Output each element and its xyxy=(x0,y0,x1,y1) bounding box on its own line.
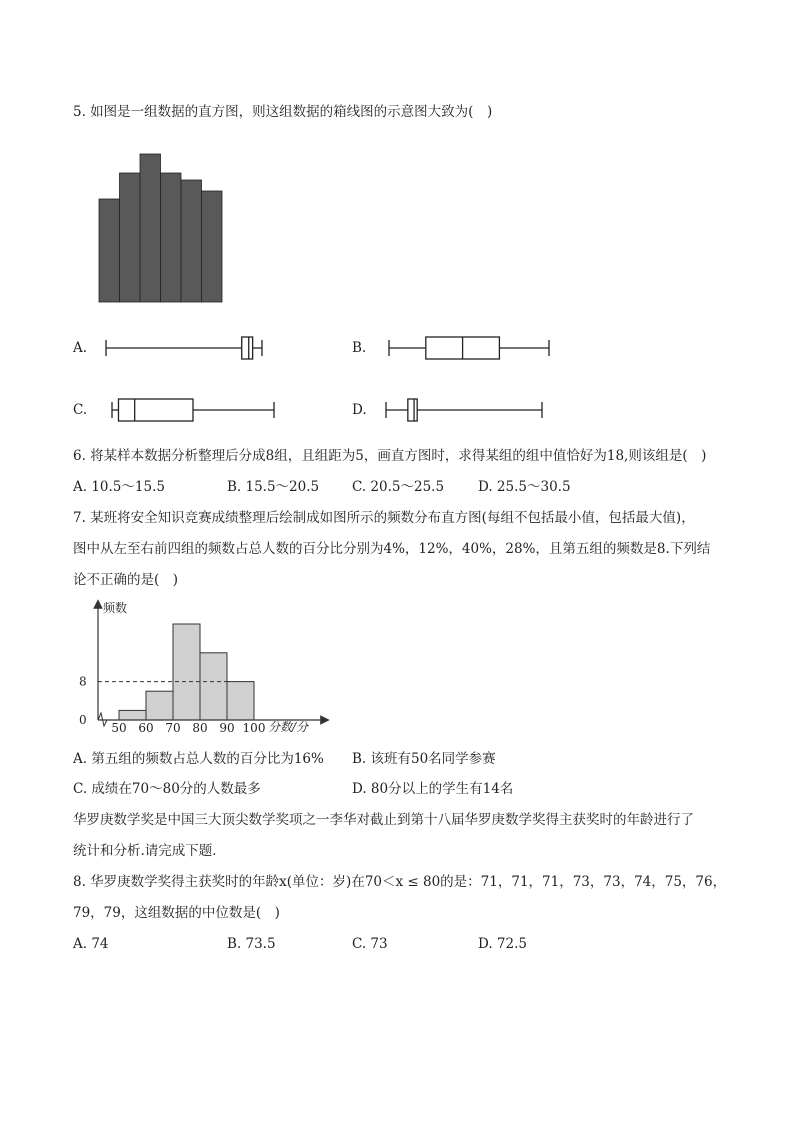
q7-stem-line1: 7. 某班将安全知识竞赛成绩整理后绘制成如图所示的频数分布直方图(每组不包括最小值，包括最大值)， xyxy=(73,510,695,526)
q7-x-tick-70: 70 xyxy=(165,721,181,735)
q5-option-d-boxplot xyxy=(380,395,560,425)
q7-x-tick-80: 80 xyxy=(192,721,208,735)
q7-bar-70-80 xyxy=(173,624,200,720)
q5-histogram-bar-0 xyxy=(99,199,120,302)
q6-option-c: C. 20.5～25.5 xyxy=(352,479,445,495)
boxplot-box xyxy=(118,399,193,421)
q6-option-a: A. 10.5～15.5 xyxy=(73,479,165,495)
q5-histogram-bar-3 xyxy=(161,173,182,302)
q7-bar-90-100 xyxy=(227,682,254,720)
q7-option-b: B. 该班有50名同学参赛 xyxy=(352,751,496,767)
q7-x-axis-label: 分数/分 xyxy=(268,720,309,734)
q5-histogram-bar-5 xyxy=(202,191,223,302)
q7-bar-80-90 xyxy=(200,653,227,720)
q7-stem-line2: 图中从左至右前四组的频数占总人数的百分比分别为4%，12%，40%，28%，且第五组的频数是8.下列结 xyxy=(73,541,711,557)
intro-line2: 统计和分析.请完成下题． xyxy=(73,843,226,859)
q6-option-b: B. 15.5～20.5 xyxy=(227,479,320,495)
q7-y-tick-0: 0 xyxy=(79,713,87,727)
q6-option-d: D. 25.5～30.5 xyxy=(478,479,571,495)
q7-y-tick-8: 8 xyxy=(79,674,87,689)
q7-y-axis-label: 频数 xyxy=(103,601,128,615)
q7-x-tick-100: 100 xyxy=(242,721,266,735)
q5-stem: 5. 如图是一组数据的直方图，则这组数据的箱线图的示意图大致为( ) xyxy=(73,104,493,120)
q7-x-tick-50: 50 xyxy=(111,721,127,735)
q8-option-b: B. 73.5 xyxy=(227,936,276,952)
q5-histogram-bar-1 xyxy=(120,173,141,302)
intro-line1: 华罗庚数学奖是中国三大顶尖数学奖项之一李华对截止到第十八届华罗庚数学奖得主获奖时的年龄进行了 xyxy=(73,812,694,828)
q5-option-d-label: D. xyxy=(352,402,367,418)
boxplot-box xyxy=(242,337,253,359)
q7-option-c: C. 成绩在70～80分的人数最多 xyxy=(73,781,261,797)
boxplot-box xyxy=(408,399,417,421)
q5-option-c-boxplot xyxy=(106,395,286,425)
q7-bar-60-70 xyxy=(146,691,173,720)
q5-option-a-label: A. xyxy=(73,340,88,356)
q5-histogram-bar-2 xyxy=(140,154,161,302)
q7-x-tick-90: 90 xyxy=(219,721,235,735)
q7-option-d: D. 80分以上的学生有14名 xyxy=(352,781,514,797)
q7-option-a: A. 第五组的频数占总人数的百分比为16% xyxy=(73,751,324,767)
q8-option-c: C. 73 xyxy=(352,936,388,952)
q8-stem-line1: 8. 华罗庚数学奖得主获奖时的年龄x(单位：岁)在70＜x ≤ 80的是：71，71，71，73，73，74，75，76， xyxy=(73,874,727,890)
q7-bar-50-60 xyxy=(119,710,146,720)
q5-histogram-bar-4 xyxy=(181,180,202,302)
q7-frequency-histogram xyxy=(73,598,333,738)
q8-option-d: D. 72.5 xyxy=(478,936,527,952)
q8-stem-line2: 79，79，这组数据的中位数是( ) xyxy=(73,905,280,921)
q5-histogram xyxy=(97,150,247,310)
q7-stem-line3: 论不正确的是( ) xyxy=(73,572,179,588)
q5-option-c-label: C. xyxy=(73,402,88,418)
q5-option-a-boxplot xyxy=(100,333,270,363)
q7-x-tick-60: 60 xyxy=(138,721,154,735)
q5-option-b-boxplot xyxy=(383,333,563,363)
q6-stem: 6. 将某样本数据分析整理后分成8组，且组距为5，画直方图时，求得某组的组中值恰好为18,则该组是( ) xyxy=(73,448,707,464)
q5-option-b-label: B. xyxy=(352,340,367,356)
q8-option-a: A. 74 xyxy=(73,936,109,952)
